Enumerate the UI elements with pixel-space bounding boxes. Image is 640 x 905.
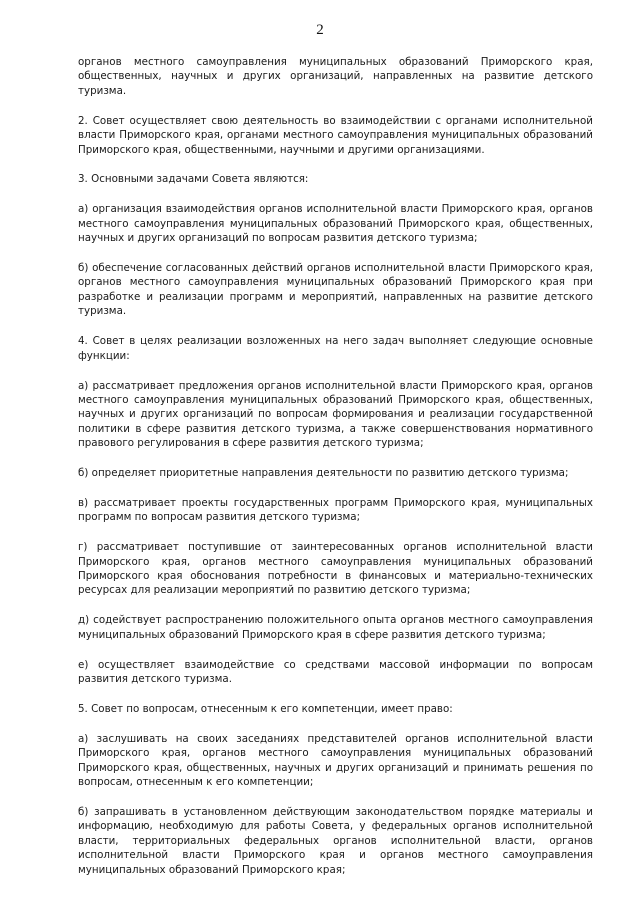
document-body [78,55,593,877]
paragraph-item-3b: б) обеспечение согласованных действий органов исполнительной власти Приморского края, органов местного самоуправления муниципальных образований Приморского края при разработке и реализации программ и мероприятий, направленных на развитие детского туризма. [78,262,593,318]
paragraph-item-3a: а) организация взаимодействия органов исполнительной власти Приморского края, органов местного самоуправления муниципальных образований Приморского края, общественных, научных и других организаций по вопросам развития детского туризма; [78,203,593,245]
paragraph-item-5: 5. Совет по вопросам, отнесенным к его компетенции, имеет право: [78,703,453,715]
paragraph-item-5a: а) заслушивать на своих заседаниях представителей органов исполнительной власти Приморского края, органов местного самоуправления муниципальных образований Приморского края, общественных, научных и других организаций и принимать решения по вопросам, отнесенным к его компетенции; [78,732,593,789]
paragraph-item-4d: д) содействует распространению положительного опыта органов местного самоуправления муниципальных образований Приморского края в сфере развития детского туризма; [78,614,593,641]
paragraph-continuation: органов местного самоуправления муниципальных образований Приморского края, общественных, научных и других организаций, направленных на развитие детского туризма. [78,56,593,97]
paragraph-item-4b: б) определяет приоритетные направления деятельности по развитию детского туризма; [78,467,569,480]
paragraph-item-4: 4. Совет в целях реализации возложенных на него задач выполняет следующие основные функции: [78,335,593,362]
paragraph-item-4v: в) рассматривает проекты государственных программ Приморского края, муниципальных программ по вопросам развития детского туризма; [78,496,593,524]
paragraph-item-2: 2. Совет осуществляет свою деятельность во взаимодействии с органами исполнительной власти Приморского края, органами местного самоуправления муниципальных образований Приморского края, общественными, научными и другими организациями. [78,114,593,156]
paragraph-item-4g: г) рассматривает поступившие от заинтересованных органов исполнительной власти Приморского края, органов местного самоуправления муниципальных образований Приморского края обоснования потребности в финансовых и материально-технических ресурсах для реализации мероприятий по развитию детского туризма; [78,541,593,597]
paragraph-item-4a: а) рассматривает предложения органов исполнительной власти Приморского края, органов местного самоуправления муниципальных образований Приморского края, общественных, научных и других организаций по вопросам формирования и реализации государственной политики в сфере развития детского туризма, а также совершенствования нормативного правового регулирования в сфере развития детского туризма; [78,379,593,450]
paragraph-item-5b: б) запрашивать в установленном действующим законодательством порядке материалы и информацию, необходимую для работы Совета, у федеральных органов исполнительной власти, территориальных федеральных органов исполнительной власти, органов исполнительной власти Приморского края и органов местного самоуправления муниципальных образований Приморского края; [78,806,593,876]
paragraph-item-3: 3. Основными задачами Совета являются: [78,173,309,186]
paragraph-item-4e: е) осуществляет взаимодействие со средствами массовой информации по вопросам развития детского туризма. [78,658,593,686]
page-number: 2 [316,22,324,38]
